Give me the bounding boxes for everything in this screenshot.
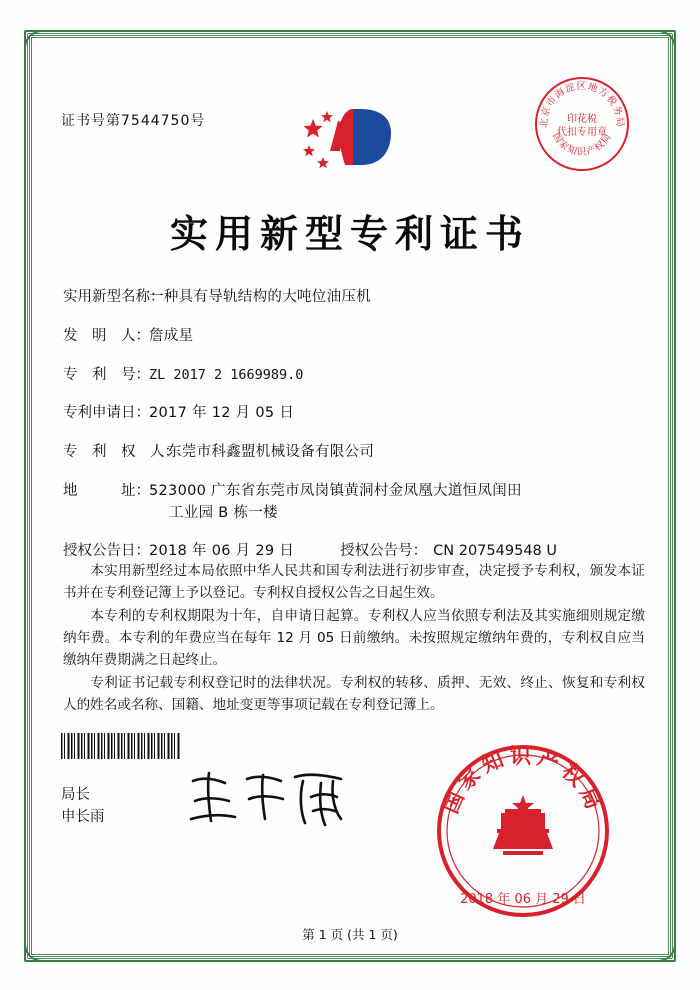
certificate-content bbox=[55, 55, 645, 942]
field-row-application-date bbox=[63, 403, 645, 425]
signature-title-line2: 申长雨 bbox=[61, 808, 105, 825]
grant-date-value: 2018 年 06 月 29 日 bbox=[149, 543, 295, 560]
grant-number-label: 授权公告号： bbox=[340, 543, 428, 560]
field-value-wrapper bbox=[149, 481, 645, 525]
grant-number-value: CN 207549548 U bbox=[433, 543, 557, 560]
paragraph: 本专利的专利权期限为十年，自申请日起算。专利权人应当依照专利法及其实施细则规定缴纳年费。本专利的年费应当在每年 12 月 05 日前缴纳。未按照规定缴纳年费的，专利权自应当缴纳年费期满之日起终止。 bbox=[63, 608, 645, 669]
field-value: 东莞市科鑫盟机械设备有限公司 bbox=[167, 444, 375, 460]
field-label: 发 明 人： bbox=[63, 327, 150, 344]
field-row-patent-number bbox=[63, 365, 645, 387]
field-value: 詹成星 bbox=[149, 327, 194, 344]
signature-title bbox=[61, 785, 105, 829]
official-seal bbox=[435, 743, 611, 919]
tax-stamp bbox=[535, 77, 629, 171]
page-footer: 第 1 页 (共 1 页) bbox=[302, 927, 398, 942]
body-paragraphs bbox=[63, 560, 645, 717]
field-label: 地 址： bbox=[63, 482, 150, 499]
paragraph: 专利证书记载专利权登记时的法律状况。专利权的转移、质押、无效、终止、恢复和专利权人的姓名或名称、国籍、地址变更等事项记载在专利登记簿上。 bbox=[63, 675, 645, 714]
cnipa-logo-icon bbox=[283, 103, 403, 181]
field-label: 专 利 权 人： bbox=[63, 444, 179, 460]
field-label: 专 利 号： bbox=[63, 366, 150, 383]
field-list bbox=[63, 287, 645, 580]
certificate-number: 证书号第7544750号 bbox=[61, 113, 206, 129]
field-value-line2: 工业园 B 栋一楼 bbox=[169, 504, 278, 521]
handwritten-signature bbox=[185, 767, 365, 831]
grant-date-label: 授权公告日： bbox=[63, 543, 150, 560]
document-title: 实用新型专利证书 bbox=[169, 212, 530, 256]
tax-stamp-line1: 印花税 bbox=[567, 114, 597, 125]
tax-stamp-line2: 代扣专用章 bbox=[557, 127, 607, 138]
seal-ring-text: 国家知识产权局 bbox=[438, 744, 608, 818]
field-row-inventor bbox=[63, 326, 645, 348]
signature-title-line1: 局长 bbox=[61, 787, 90, 803]
field-row-name bbox=[63, 287, 645, 309]
field-value: 523000 广东省东莞市凤岗镇黄洞村金凤凰大道恒凤闺田 bbox=[149, 482, 522, 499]
barcode bbox=[61, 733, 181, 759]
field-label: 实用新型名称： bbox=[63, 289, 165, 305]
field-value: ZL 2017 2 1669989.0 bbox=[149, 366, 304, 383]
paragraph: 本实用新型经过本局依照中华人民共和国专利法进行初步审查，决定授予专利权，颁发本证书并在专利登记簿上予以登记。专利权自授权公告之日起生效。 bbox=[63, 563, 645, 602]
field-label: 专利申请日： bbox=[63, 405, 150, 422]
field-value: 一种具有导轨结构的大吨位油压机 bbox=[149, 289, 371, 305]
field-row-patentee bbox=[63, 442, 645, 464]
tax-stamp-arc-bottom: 国家知识产权局 bbox=[549, 131, 615, 158]
field-row-address bbox=[63, 481, 645, 525]
field-value: 2017 年 12 月 05 日 bbox=[149, 405, 295, 422]
tax-stamp-arc-top: 北京市海淀区地方税务局 bbox=[538, 81, 626, 129]
seal-date: 2018 年 06 月 29 日 bbox=[460, 892, 586, 907]
